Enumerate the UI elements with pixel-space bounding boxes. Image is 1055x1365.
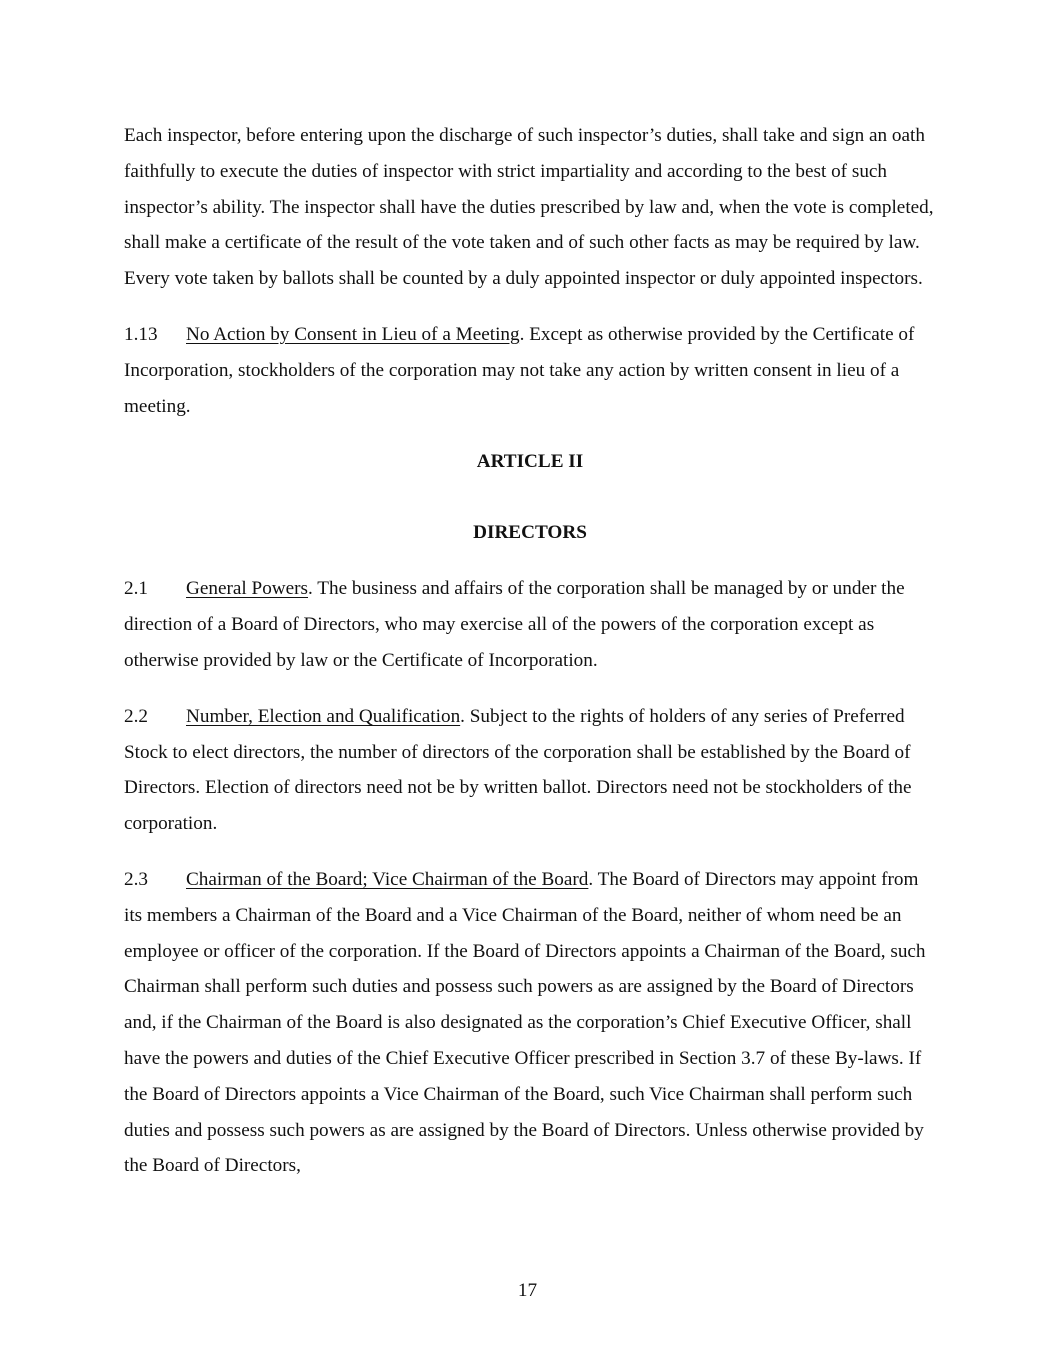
section-2-3 [124,862,936,1184]
section-title: Chairman of the Board; Vice Chairman of the Board [186,868,589,890]
section-body: . Except as otherwise provided by the Certificate of Incorporation, stockholders of the corporation may not take any action by written consent in lieu of a meeting. [124,323,915,417]
section-1-13 [124,317,936,424]
directors-heading: DIRECTORS [473,522,587,544]
section-number: 2.2 [124,705,148,727]
section-number: 2.1 [124,578,148,600]
section-2-2 [124,699,936,842]
paragraph-text: Each inspector, before entering upon the discharge of such inspector’s duties, shall take and sign an oath faithfully to execute the duties of inspector with strict impartiality and according to the best of such inspector’s ability. The inspector shall have the duties prescribed by law and, when the vote is completed, shall make a certificate of the result of the vote taken and of such other facts as may be required by law. Every vote taken by ballots shall be counted by a duly appointed inspector or duly appointed inspectors. [124,125,934,290]
section-number: 2.3 [124,868,148,890]
paragraph-inspector-oath [124,118,936,297]
section-title: General Powers [186,578,309,600]
section-body: . Subject to the rights of holders of any series of Preferred Stock to elect directors, the number of directors of the corporation shall be established by the Board of Directors. Election of directors need not be by written ballot. Directors need not be stockholders of the corporation. [124,705,912,835]
section-body: . The Board of Directors may appoint from its members a Chairman of the Board and a Vice Chairman of the Board, neither of whom need be an employee or officer of the corporation. If the Board of Directors appoints a Chairman of the Board, such Chairman shall perform such duties and possess such powers as are assigned by the Board of Directors and, if the Chairman of the Board is also designated as the corporation’s Chief Executive Officer, shall have the powers and duties of the Chief Executive Officer prescribed in Section 3.7 of these By-laws. If the Board of Directors appoints a Vice Chairman of the Board, such Vice Chairman shall perform such duties and possess such powers as are assigned by the Board of Directors. Unless otherwise provided by the Board of Directors, [124,868,926,1177]
article-heading: ARTICLE II [476,451,584,473]
page-number: 17 [517,1280,538,1301]
section-2-1 [124,571,936,678]
section-title: Number, Election and Qualification [186,705,461,727]
section-number: 1.13 [124,323,158,345]
document-page [124,118,936,1204]
section-title: No Action by Consent in Lieu of a Meeting [186,323,520,345]
section-body: . The business and affairs of the corporation shall be managed by or under the direction of a Board of Directors, who may exercise all of the powers of the corporation except as otherwise provided by law or the Certificate of Incorporation. [124,578,905,671]
